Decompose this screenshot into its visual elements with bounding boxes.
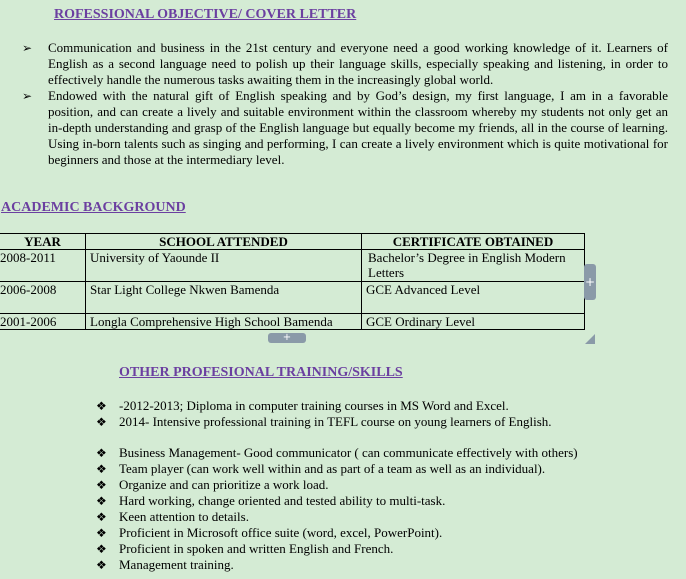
table-resize-icon[interactable] [585, 334, 595, 344]
list-item [96, 557, 578, 573]
list-item [96, 398, 552, 414]
training-list [96, 398, 552, 430]
table-row [0, 250, 585, 282]
year-cell: 2008-2011 [0, 250, 86, 282]
academic-table[interactable] [0, 233, 585, 330]
school-cell: Longla Comprehensive High School Bamenda [86, 314, 362, 330]
column-header-school: SCHOOL ATTENDED [86, 234, 362, 250]
diamond-bullet-icon: ❖ [96, 462, 107, 476]
diamond-bullet-icon: ❖ [96, 494, 107, 508]
certificate-cell: GCE Ordinary Level [362, 314, 585, 330]
column-header-year: YEAR [0, 234, 86, 250]
academic-heading: ACADEMIC BACKGROUND [1, 200, 186, 215]
diamond-bullet-icon: ❖ [96, 542, 107, 556]
skill-text: Management training. [119, 557, 234, 572]
diamond-bullet-icon: ❖ [96, 415, 107, 429]
objective-text: Endowed with the natural gift of English speaking and by God’s design, my first language, I am in a favorable position, and can create a lively and suitable environment within the classroom whereby my students not only get an in-depth understanding and grasp of the English language but equally become my friends, all in the course of learning. Using in-born talents such as singing and performing, I can create a lively environment which is quite motivational for beginners and those at the intermediary level. [48, 88, 668, 167]
certificate-cell: Bachelor’s Degree in English Modern Letters [362, 250, 585, 282]
list-item [96, 493, 578, 509]
skill-text: Team player (can work well within and as part of a team as well as an individual). [119, 461, 546, 476]
diamond-bullet-icon: ❖ [96, 399, 107, 413]
add-row-handle[interactable] [268, 333, 306, 343]
training-text: -2012-2013; Diploma in computer training courses in MS Word and Excel. [119, 398, 509, 413]
list-item [96, 541, 578, 557]
objective-text: Communication and business in the 21st century and everyone need a good working knowledge of it. Learners of English as a second language need to polish up their language skills, especially speaking and listening, in order to effectively handle the numerous tasks awaiting them in the increasingly global world. [48, 40, 668, 87]
skill-text: Hard working, change oriented and tested ability to multi-task. [119, 493, 446, 508]
arrow-bullet-icon: ➢ [22, 89, 33, 103]
skill-text: Organize and can prioritize a work load. [119, 477, 329, 492]
list-item [96, 509, 578, 525]
skills-list [96, 445, 578, 573]
table-row [0, 314, 585, 330]
skill-text: Proficient in spoken and written English and French. [119, 541, 394, 556]
diamond-bullet-icon: ❖ [96, 558, 107, 572]
training-text: 2014- Intensive professional training in TEFL course on young learners of English. [119, 414, 552, 429]
list-item [96, 525, 578, 541]
diamond-bullet-icon: ❖ [96, 478, 107, 492]
list-item [22, 88, 668, 168]
add-column-handle[interactable] [584, 264, 596, 300]
year-cell: 2001-2006 [0, 314, 86, 330]
arrow-bullet-icon: ➢ [22, 41, 33, 55]
school-cell: University of Yaounde II [86, 250, 362, 282]
objective-heading: ROFESSIONAL OBJECTIVE/ COVER LETTER [54, 7, 357, 22]
list-item [96, 477, 578, 493]
list-item [22, 40, 668, 88]
table-header-row [0, 234, 585, 250]
objective-list [22, 40, 668, 168]
list-item [96, 445, 578, 461]
other-skills-heading: OTHER PROFESIONAL TRAINING/SKILLS [119, 365, 403, 380]
skill-text: Business Management- Good communicator ( can communicate effectively with others) [119, 445, 578, 460]
certificate-cell: GCE Advanced Level [362, 282, 585, 314]
diamond-bullet-icon: ❖ [96, 510, 107, 524]
diamond-bullet-icon: ❖ [96, 446, 107, 460]
skill-text: Proficient in Microsoft office suite (word, excel, PowerPoint). [119, 525, 443, 540]
plus-icon: + [282, 332, 292, 343]
list-item [96, 414, 552, 430]
list-item [96, 461, 578, 477]
plus-icon: + [584, 275, 596, 289]
diamond-bullet-icon: ❖ [96, 526, 107, 540]
column-header-certificate: CERTIFICATE OBTAINED [362, 234, 585, 250]
skill-text: Keen attention to details. [119, 509, 249, 524]
table-row [0, 282, 585, 314]
school-cell: Star Light College Nkwen Bamenda [86, 282, 362, 314]
year-cell: 2006-2008 [0, 282, 86, 314]
